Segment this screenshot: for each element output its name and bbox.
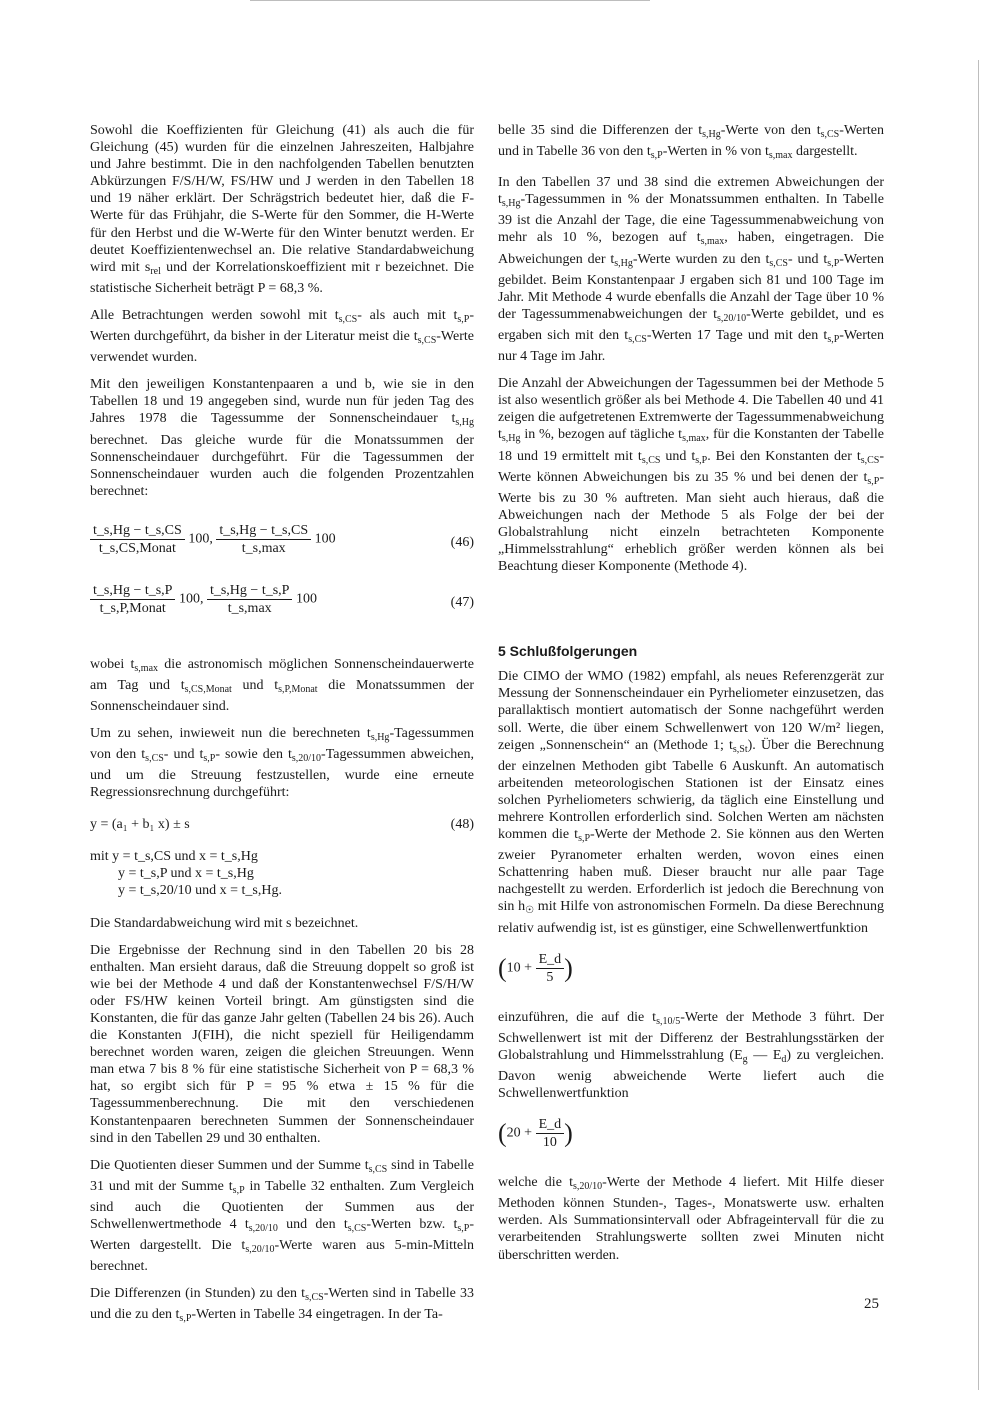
fraction: $\frac{t\_s,Hg - t\_s,CS}{\text{t\_s,CS,Monat}}$ — [90, 522, 185, 557]
threshold-formula-1: (10 + $\frac{E\_d}{5}$ ) — [498, 951, 573, 985]
paragraph: Die Standardabweichung wird mit s bezeichnet. — [90, 915, 359, 931]
equation-48: y = (a₁ + b₁ x) ± s (48) — [90, 816, 474, 832]
scan-edge-top — [250, 0, 650, 1]
equation-number: (48) — [450, 816, 474, 832]
paragraph: wobei $t_{s,max}$ die astronomisch möglichen Sonnenscheindauerwerte am Tag und $t_{s,CS,Monat}$ und $t_{s,P,Monat}$ die Monatssummen der Sonnenscheindauer sind. — [90, 656, 475, 715]
fraction: $\frac{E\_d}{10}$ — [536, 1116, 565, 1151]
paragraph: Mit den jeweiligen Konstantenpaaren a und b, wie sie in den Tabellen 18 und 19 angegeben sind, wurde nun für jeden Tag des Jahres 1978 die Tagessumme der Sonnenscheindauer $t_{s,Hg}$ berechnet. Das gleiche wurde für die Monatssummen der Sonnenscheindauer durchgeführt. Für die Tagessummen der Sonnenscheindauer wurden auch die folgenden Prozentzahlen berechnet: — [90, 377, 474, 499]
paragraph: Die Quotienten dieser Summen und der Summe $t_{s,CS}$ sind in Tabelle 31 und mit der Summe $t_{s,P}$ in Tabelle 32 enthalten. Zum Vergleich sind auch die Quotienten der Summen aus der Schwellenwertmethode 4 $t_{s,20/10}$ und den $t_{s,CS}$-Werten bzw. $t_{s,P}$-Werten dargestellt. Die $t_{s,20/10}$-Werte waren aus 5-min-Mitteln berechnet. — [90, 1157, 475, 1275]
page-number: 25 — [864, 1296, 879, 1312]
right-column — [498, 122, 884, 1274]
paragraph: In den Tabellen 37 und 38 sind die extremen Abweichungen der $t_{s,Hg}$-Tagessummen in % der Monatssummen enthalten. In Tabelle 39 ist die Anzahl der Tage, die eine Tagessummenabweichung von mehr als 10 %, bezogen auf $t_{s,max}$, haben, eingetragen. Die Abweichungen der $t_{s,Hg}$-Werte wurden zu den $t_{s,CS}-$ und $t_{s,P}$-Werten gebildet. Beim Konstantenpaar J ergaben sich 81 und 100 Tage im Jahr. Mit Methode 4 wurde ebenfalls die Anzahl der Tage über 10 % der Tagessummenabweichungen der $t_{s,20/10}$-Werte gebildet, und es ergaben sich mit den $t_{s,CS}$-Werten 17 Tage und mit den $t_{s,P}$-Werten nur 4 Tage im Jahr. — [498, 175, 884, 365]
section-heading: 5 Schlußfolgerungen — [498, 643, 638, 660]
paragraph: einzuführen, die auf die $t_{s,10/5}$-Werte der Methode 3 führt. Der Schwellenwert ist mit der Differenz der Bestrahlungsstärken der Globalstrahlung und Himmelsstrahlung ($E_g$ — $E_d$) zu vergleichen. Davon wenig abweichende Werte liefert auch die Schwellenwertfunktion — [498, 1009, 885, 1102]
equation-conditions — [90, 848, 474, 899]
equation-number: (46) — [450, 534, 474, 550]
equation-46: $\frac{t\_s,Hg - t\_s,CS}{\text{t\_s,CS,Monat}}$ 100, $\frac{t\_s,Hg - t\_s,CS}{t\_s,\max}$ 100 (46) — [90, 522, 474, 566]
fraction: $\frac{t\_s,Hg - t\_s,P}{t\_s,\max}$ — [207, 582, 292, 617]
left-column — [90, 122, 474, 1338]
fraction: $\frac{t\_s,Hg - t\_s,CS}{t\_s,\max}$ — [216, 522, 311, 557]
paragraph: welche die $t_{s,20/10}$-Werte der Methode 4 liefert. Mit Hilfe dieser Methoden können Stunden-, Tages-, Monatswerte usw. erhalten werden. Als Summationsintervall oder Abfrageintervall für die zu verarbeitenden Strahlungswerte sollten zwei Minuten nicht überschritten werden. — [498, 1175, 885, 1263]
paragraph: belle 35 sind die Differenzen der $t_{s,Hg}$-Werte von den $t_{s,CS}$-Werten und in Tabelle 36 von den $t_{s,P}$-Werten in % von $t_{s,max}$ dargestellt. — [498, 123, 884, 162]
paragraph: Um zu sehen, inwieweit nun die berechneten $t_{s,Hg}$-Tagessummen von den $t_{s,CS}-$ und $t_{s,P}-$ sowie den $t_{s,20/10}$-Tagessummen abweichen, und um die Streuung festzustellen, wurde eine erneute Regressionsrechnung durchgeführt: — [90, 726, 474, 801]
equation-number: (47) — [450, 594, 474, 610]
equation-47: $\frac{t\_s,Hg - t\_s,P}{\text{t\_s,P,Monat}}$ 100, $\frac{t\_s,Hg - t\_s,P}{t\_s,\max}$ 100 (47) — [90, 582, 474, 626]
paragraph: Die Anzahl der Abweichungen der Tagessummen bei der Methode 5 ist also wesentlich größer als bei Methode 4. Die Tabellen 40 und 41 zeigen die aufgetretenen Extremwerte der Tagessummenabweichung $t_{s,Hg}$ in %, bezogen auf tägliche $t_{s,max}$, für die Konstanten der Tabelle 18 und 19 ermittelt mit $t_{s,CS}$ und $t_{s,P}$. Bei den Konstanten der $t_{s,CS}$-Werte können Abweichungen bis zu 35 % und bei denen der $t_{s,P}$-Werte bis zu 30 % auftreten. Man sieht auch hieraus, daß die Abweichungen nach der Methode 5 als Folge der bei der Globalstrahlung nicht einzeln betrachteten Komponente „Himmelsstrahlung“ erheblich größer werden können als bei Beachtung dieser Komponente (Methode 4). — [498, 376, 885, 575]
fraction: $\frac{t\_s,Hg - t\_s,P}{\text{t\_s,P,Monat}}$ — [90, 582, 175, 617]
paragraph: Die CIMO der WMO (1982) empfahl, als neues Referenzgerät zur Messung der Sonnenscheindauer ein Pyrheliometer einzusetzen, das parallaktisch montiert automatisch der Sonne nachgeführt werden soll. Werte, die über einem Schwellenwert von 120 W/m² liegen, zeigen „Sonnenschein“ an (Methode 1; $t_{s,St}$). Über die Berechnung der einzelnen Methoden gibt Tabelle 6 Auskunft. An automatisch arbeitenden meteorologischen Stationen ist der Einsatz eines solchen Pyrheliometers schwierig, da täglich eine Einstellung und mehrere Kontrollen erforderlich sind. Solchen Werten am nächsten kommen die $t_{s,P}$-Werte der Methode 2. Sie können aus den Werten zweier Pyranometer erhalten werden, wovon eines einen Schattenring haben muß. Dieser braucht nur alle paar Tage nachgestellt zu werden. Erforderlich ist jedoch die Berechnung von $\sin h_☉$ mit Hilfe von astronomischen Formeln. Da diese Berechnung relativ aufwendig ist, ist es günstiger, eine Schwellenwertfunktion — [498, 669, 884, 936]
fraction: $\frac{E\_d}{5}$ — [536, 951, 565, 986]
condition-line: y = t_s,20/10 und x = t_s,Hg. — [118, 882, 282, 898]
scan-edge-right — [978, 60, 979, 1390]
paragraph: Alle Betrachtungen werden sowohl mit $t_{s,CS}-$ als auch mit $t_{s,P}$-Werten durchgeführt, da bisher in der Literatur meist die $t_{s,CS}$-Werte verwendet wurden. — [90, 307, 474, 366]
threshold-formula-2: (20 + $\frac{E\_d}{10}$ ) — [498, 1117, 573, 1151]
paragraph: Sowohl die Koeffizienten für Gleichung (41) als auch die für Gleichung (45) wurden für die einzelnen Jahreszeiten, Halbjahre und Jahre bestimmt. Die in den nachfolgenden Tabellen benutzten Abkürzungen F/S/H/W, FS/HW und J werden in den Tabellen 18 und 19 näher erklärt. Der Schrägstrich bedeutet hier, daß die F-Werte für das Frühjahr, die S-Werte für den Sommer, die H-Werte für den Herbst und die W-Werte für den Winter benutzt werden. Er deutet Koeffizientenwechsel an. Die relative Standardabweichung wird mit $s_{rel}$ und der Korrelationskoeffizient mit r bezeichnet. Die statistische Sicherheit beträgt P = 68,3 %. — [90, 123, 474, 296]
condition-line: mit y = t_s,CS und x = t_s,Hg — [90, 848, 258, 864]
condition-line: y = t_s,P und x = t_s,Hg — [118, 865, 254, 881]
paragraph: Die Ergebnisse der Rechnung sind in den Tabellen 20 bis 28 enthalten. Man ersieht daraus, daß die Streuung doppelt so groß ist wie bei der Methode 4 und daß der Konstantenwechsel F/S/H/W oder FS/HW keinen Vorteil bringt. Am günstigsten sind die Konstanten, die für das ganze Jahr gelten (Tabellen 24 bis 26). Auch die Konstanten J(FIH), die nicht speziell für Heiligendamm berechnet worden waren, zeigen die gleichen Streuungen. Wenn man etwa 7 bis 8 % für eine statistische Sicherheit von P = 68,3 % hat, so ergibt sich für P = 95 % etwa ± 15 % für die Tagessummenberechnung. Die mit den verschiedenen Konstantenpaaren berechneten Summen der Sonnenscheindauer sind in den Tabellen 29 und 30 enthalten. — [90, 942, 474, 1146]
paragraph: Die Differenzen (in Stunden) zu den $t_{s,CS}$-Werten sind in Tabelle 33 und die zu den $t_{s,P}$-Werten in Tabelle 34 eingetragen. In der Ta- — [90, 1286, 474, 1325]
